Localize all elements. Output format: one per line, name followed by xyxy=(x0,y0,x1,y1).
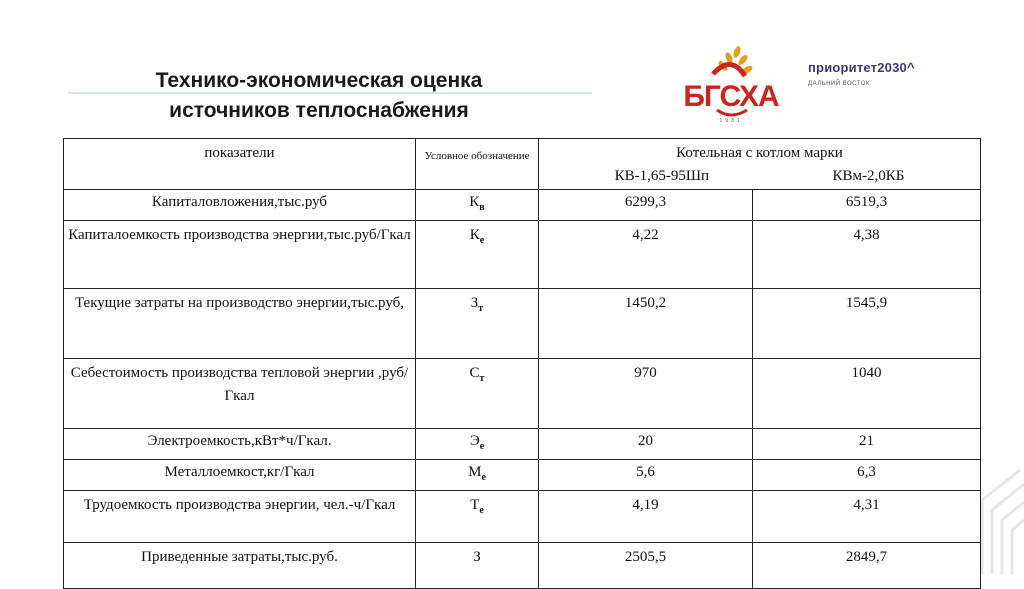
header-boiler-group xyxy=(539,139,981,189)
table-row xyxy=(64,288,981,358)
priority-subtitle: ДАЛЬНИЙ ВОСТОК xyxy=(808,81,870,87)
indicators-table xyxy=(63,138,981,589)
row-name: Себестоимость производства тепловой энергии ,руб/Гкал xyxy=(64,358,416,428)
header-col2: КВм-2,0КБ xyxy=(832,168,905,184)
row-value-kvm20: 6,3 xyxy=(753,459,981,490)
table-row xyxy=(64,428,981,459)
row-value-kvm20: 4,38 xyxy=(753,220,981,288)
wheat-icon xyxy=(717,45,754,75)
header-col1: КВ-1,65-95Шп xyxy=(614,168,710,184)
corner-decoration xyxy=(980,440,1024,574)
row-name: Электроемкость,кВт*ч/Гкал. xyxy=(64,428,416,459)
priority-name: приоритет2030^ xyxy=(808,60,915,75)
row-value-kvm20: 1545,9 xyxy=(753,288,981,358)
row-name: Текущие затраты на производство энергии,тыс.руб, xyxy=(64,288,416,358)
header-boiler-models xyxy=(543,165,976,188)
table-header-row xyxy=(64,139,981,189)
row-name: Трудоемкость производства энергии, чел.-ч/Гкал xyxy=(64,490,416,542)
svg-text:1931: 1931 xyxy=(719,118,743,124)
row-value-kv165: 4,22 xyxy=(539,220,753,288)
row-symbol: $Э_е$ xyxy=(416,428,539,459)
row-value-kv165: 2505,5 xyxy=(539,542,753,588)
bgsha-logo xyxy=(683,44,779,124)
row-symbol: $Т_е$ xyxy=(416,490,539,542)
title-line-1: Технико-экономическая оценка xyxy=(155,69,483,92)
header-boiler-title: Котельная с котлом марки xyxy=(676,145,843,161)
row-value-kv165: 4,19 xyxy=(539,490,753,542)
header-indicators: показатели xyxy=(64,139,416,190)
row-name: Капиталоемкость производства энергии,тыс.руб/Гкал xyxy=(64,220,416,288)
row-value-kv165: 5,6 xyxy=(539,459,753,490)
title-underline xyxy=(68,92,592,94)
row-name: Капиталовложения,тыс.руб xyxy=(64,189,416,220)
row-value-kv165: 6299,3 xyxy=(539,189,753,220)
row-symbol: $М_е$ xyxy=(416,459,539,490)
row-value-kv165: 1450,2 xyxy=(539,288,753,358)
row-symbol: $К_е$ xyxy=(416,220,539,288)
row-name: Приведенные затраты,тыс.руб. xyxy=(64,542,416,588)
row-value-kvm20: 21 xyxy=(753,428,981,459)
row-symbol: З xyxy=(416,542,539,588)
row-value-kvm20: 6519,3 xyxy=(753,189,981,220)
row-symbol: $З_т$ xyxy=(416,288,539,358)
row-value-kvm20: 1040 xyxy=(753,358,981,428)
slide-title xyxy=(84,66,554,126)
svg-text:БГСХА: БГСХА xyxy=(683,80,779,113)
priority-2030-logo xyxy=(808,60,968,100)
row-value-kv165: 20 xyxy=(539,428,753,459)
row-name: Металлоемкост,кг/Гкал xyxy=(64,459,416,490)
row-value-kvm20: 4,31 xyxy=(753,490,981,542)
row-symbol: $С_т$ xyxy=(416,358,539,428)
table-row xyxy=(64,490,981,542)
table-row xyxy=(64,542,981,588)
table-row xyxy=(64,220,981,288)
title-line-2: источников теплоснабжения xyxy=(169,99,469,122)
row-value-kv165: 970 xyxy=(539,358,753,428)
header-symbol: Условное обозначение xyxy=(416,139,539,190)
table-row xyxy=(64,459,981,490)
table-row xyxy=(64,358,981,428)
row-symbol: $К_в$ xyxy=(416,189,539,220)
row-value-kvm20: 2849,7 xyxy=(753,542,981,588)
table-row xyxy=(64,189,981,220)
